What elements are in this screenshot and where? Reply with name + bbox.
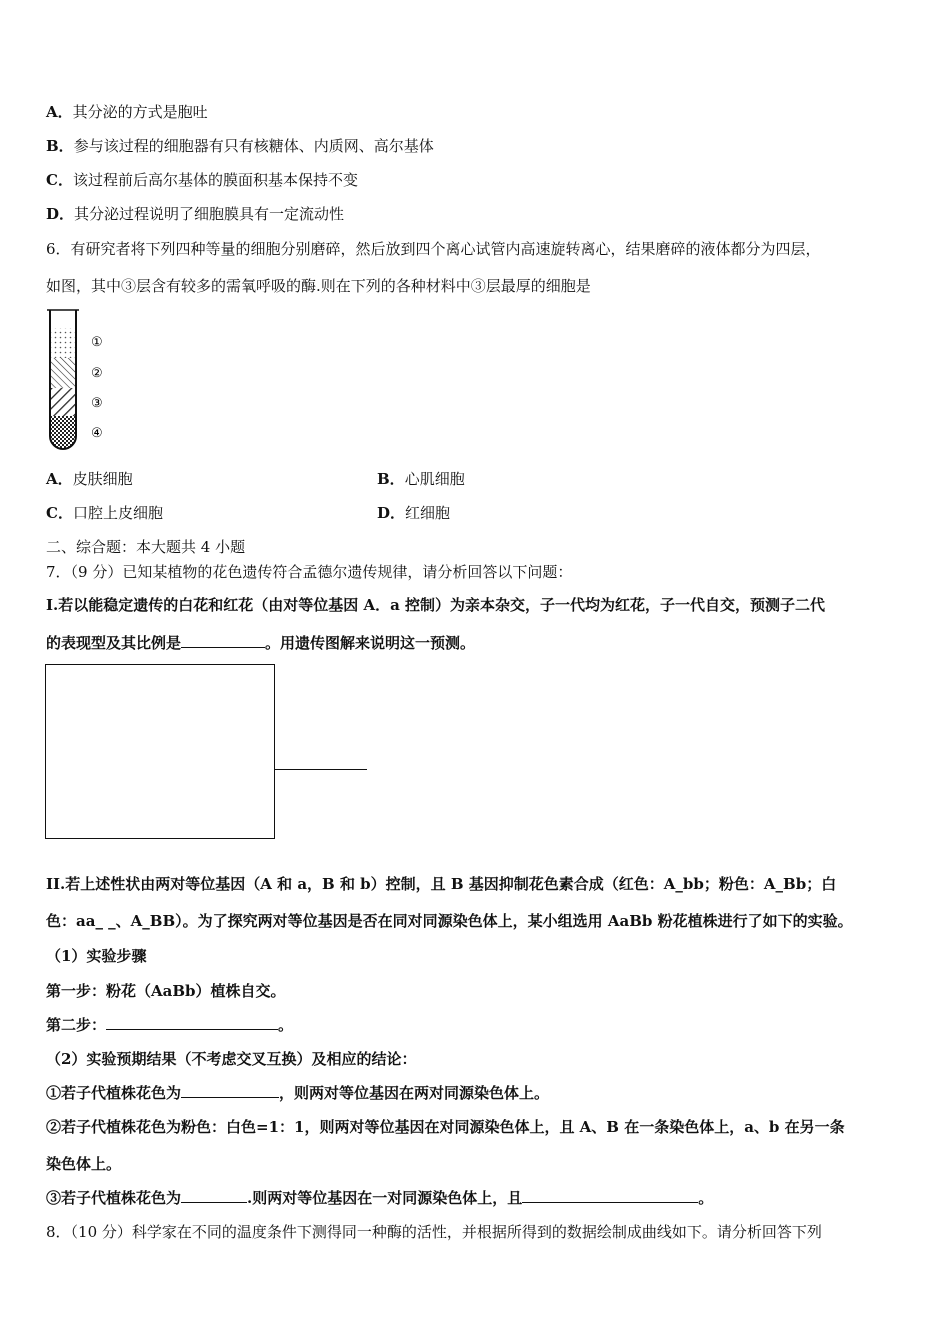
result-2-line1: ②若子代植株花色为粉色：白色=1：1，则两对等位基因在对同源染色体上，且 A、B 在一条染色体上，a、b 在另一条: [46, 1118, 845, 1136]
answer-line: [274, 769, 367, 770]
answer-blank[interactable]: [522, 1188, 698, 1203]
q7-part2-line2: 色：aa_ _、A_BB）。为了探究两对等位基因是否在同对同源染色体上，某小组选用 AaBb 粉花植株进行了如下的实验。: [46, 912, 853, 930]
option-a: A．其分泌的方式是胞吐: [46, 103, 208, 121]
result-1: ①若子代植株花色为 ，则两对等位基因在两对同源染色体上。: [46, 1084, 550, 1102]
answer-blank[interactable]: [181, 1083, 279, 1098]
q7-part1-line2: 的表现型及其比例是 。用遗传图解来说明这一预测。: [46, 634, 476, 652]
answer-blank[interactable]: [181, 1188, 247, 1203]
layer-3-fill: [50, 388, 76, 416]
answer-blank[interactable]: [181, 633, 265, 648]
q7-part1-line1: I.若以能稳定遗传的白花和红花（由对等位基因 A．a 控制）为亲本杂交，子一代均为红花，子一代自交，预测子二代: [46, 596, 826, 614]
option-d: D．其分泌过程说明了细胞膜具有一定流动性: [46, 205, 345, 223]
section-heading: 二、综合题：本大题共 4 小题: [46, 538, 246, 556]
genetic-diagram-answer-box[interactable]: [45, 664, 275, 839]
q6-stem-line2: 如图，其中③层含有较多的需氧呼吸的酶.则在下列的各种材料中③层最厚的细胞是: [46, 277, 591, 295]
q6-option-d: D．红细胞: [377, 504, 451, 522]
layer-label-3: ③: [91, 396, 103, 411]
layer-1-fill: [50, 328, 76, 358]
q6-option-c: C．口腔上皮细胞: [46, 504, 163, 522]
results-title: （2）实验预期结果（不考虑交叉互换）及相应的结论：: [46, 1050, 417, 1068]
option-b: B．参与该过程的细胞器有只有核糖体、内质网、高尔基体: [46, 137, 434, 155]
result-2-line2: 染色体上。: [46, 1155, 122, 1173]
answer-blank[interactable]: [106, 1015, 278, 1030]
q6-stem-line1: 6．有研究者将下列四种等量的细胞分别磨碎，然后放到四个离心试管内高速旋转离心，结果磨碎的液体都分为四层，: [46, 240, 821, 258]
layer-label-4: ④: [91, 426, 103, 441]
q7-heading: 7．（9 分）已知某植物的花色遗传符合孟德尔遗传规律，请分析回答以下问题：: [46, 563, 573, 581]
q6-option-b: B．心肌细胞: [377, 470, 465, 488]
layer-2-fill: [50, 358, 76, 388]
q7-part2-line1: II.若上述性状由两对等位基因（A 和 a，B 和 b）控制，且 B 基因抑制花色素合成（红色：A_bb；粉色：A_Bb；白: [46, 875, 837, 893]
step-2: 第二步： 。: [46, 1016, 294, 1034]
q8-heading: 8．（10 分）科学家在不同的温度条件下测得同一种酶的活性，并根据所得到的数据绘制成曲线如下。请分析回答下列: [46, 1223, 822, 1241]
layer-label-1: ①: [91, 335, 103, 350]
result-3: ③若子代植株花色为 .则两对等位基因在一对同源染色体上，且 。: [46, 1189, 714, 1207]
step-1: 第一步：粉花（AaBb）植株自交。: [46, 982, 286, 1000]
centrifuge-tube-figure: [44, 306, 124, 456]
option-c: C．该过程前后高尔基体的膜面积基本保持不变: [46, 171, 358, 189]
layer-label-2: ②: [91, 366, 103, 381]
q6-option-a: A．皮肤细胞: [46, 470, 133, 488]
steps-title: （1）实验步骤: [46, 947, 147, 965]
